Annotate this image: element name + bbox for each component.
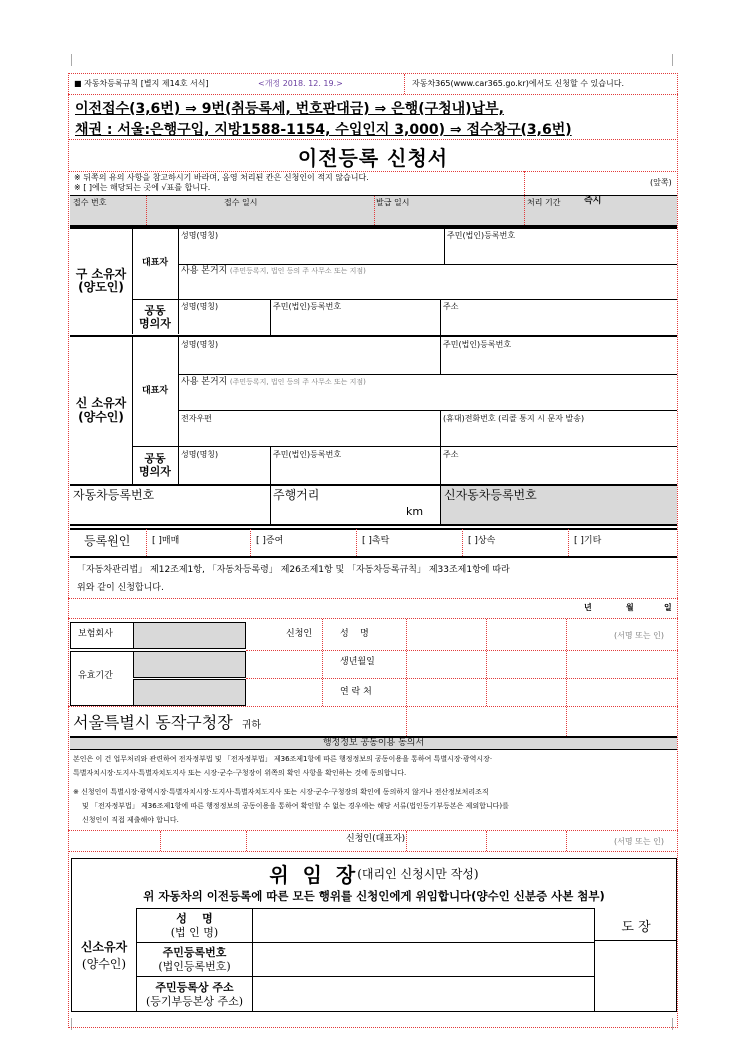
insurer-value-cell[interactable] xyxy=(133,622,246,649)
recipient-office xyxy=(73,710,261,733)
proxy-addr-label-1: 주민등록상 주소 xyxy=(155,980,234,994)
proxy-addr-label xyxy=(137,977,252,1012)
receipt-date-label: 접수 일시 xyxy=(224,198,258,207)
issue-date-label: 발급 일시 xyxy=(376,198,410,207)
new-owner-idno-label: 주민(법인)등록번호 xyxy=(443,340,512,349)
proxy-reg-label-2: (법인등록번호) xyxy=(158,959,231,973)
cause-inherit-checkbox[interactable]: [ ]상속 xyxy=(468,536,496,546)
cause-gift-checkbox[interactable]: [ ]증여 xyxy=(256,536,284,546)
new-owner-phone-label: (휴대)전화번호 (리콜 통지 시 문자 발송) xyxy=(443,414,585,423)
old-co-owner-label-1: 공동 xyxy=(144,304,166,318)
proxy-name-label xyxy=(137,909,252,942)
recipient-office-name: 서울특별시 동작구청장 xyxy=(73,713,233,732)
legal-basis-1: 「자동차관리법」 제12조제1항, 「자동차등록령」 제26조제1항 및 「자동차등록규칙」 제33조제1항에 따라 xyxy=(77,565,510,575)
new-co-owner-label-2: 명의자 xyxy=(139,464,171,478)
instruction-1: ※ 뒤쪽의 유의 사항을 참고하시기 바라며, 음영 처리된 칸은 신청인이 적지 않습니다. xyxy=(74,173,369,182)
applicant-label: 신청인 xyxy=(286,629,313,639)
new-owner-address-text: 사용 본거지 xyxy=(181,377,228,387)
instruction-2: ※ [ ]에는 해당되는 곳에 √표를 합니다. xyxy=(74,183,211,192)
cause-other-checkbox[interactable]: [ ]기타 xyxy=(574,536,602,546)
cause-label: 등록원인 xyxy=(84,534,131,548)
proxy-statement: 위 자동차의 이전등록에 따른 모든 행위를 신청인에게 위임합니다(양수인 신분증 사본 첨부) xyxy=(143,889,605,903)
mileage-unit: km xyxy=(406,505,424,518)
proxy-addr-label-2: (등기부등본상 주소) xyxy=(145,994,244,1008)
proxy-name-label-1: 성 명 xyxy=(176,911,213,925)
new-owner-address-label xyxy=(181,378,366,387)
old-owner-idno-label: 주민(법인)등록번호 xyxy=(447,231,516,240)
proxy-stamp-label: 도 장 xyxy=(621,919,651,935)
proxy-title-row xyxy=(71,860,677,886)
new-owner-label-1: 신 소유자 xyxy=(75,396,127,411)
applicant-contact-label: 연 락 처 xyxy=(340,687,372,697)
new-owner-label xyxy=(70,337,132,484)
corner-mark xyxy=(672,54,684,66)
valid-value-cell-1[interactable] xyxy=(133,651,246,678)
consent-title: 행정정보 공동이용 동의서 xyxy=(70,736,677,750)
page-title: 이전등록 신청서 xyxy=(297,145,449,170)
consent-signer-label: 신청인(대표자) xyxy=(346,834,406,844)
consent-para-1b: 특별자치시장·도지사·특별자치도지사 또는 시장·군수·구청장이 위쪽의 확인 사항을 확인하는 것에 동의합니다. xyxy=(73,769,407,777)
proxy-owner-label-2: (양수인) xyxy=(81,957,127,971)
new-co-owner-label-1: 공동 xyxy=(144,452,166,466)
old-owner-name-label: 성명(명칭) xyxy=(181,231,219,240)
valid-value-cell-2[interactable] xyxy=(133,679,246,706)
consent-sign-label: (서명 또는 인) xyxy=(614,837,664,846)
new-co-idno-label: 주민(법인)등록번호 xyxy=(273,450,342,459)
consent-para-2a: ※ 신청인이 특별시장·광역시장·특별자치시장·도지사·특별자치도지사 또는 시장·군수·구청장의 확인에 동의하지 않거나 전산정보처리조직 xyxy=(73,788,489,796)
consent-para-1a: 본인은 이 건 업무처리와 관련하여 전자정부법 및 「전자정부법」 제36조제1항에 따른 행정정보의 공동이용을 통하여 특별시장·광역시장· xyxy=(73,755,493,763)
processing-period-label: 처리 기간 xyxy=(527,198,561,207)
proxy-owner-label-1: 신소유자 xyxy=(80,940,128,954)
consent-para-2c: 신청인이 직접 제출해야 합니다. xyxy=(82,816,179,824)
page-side: (앞쪽) xyxy=(650,178,672,187)
applicant-sign-label: (서명 또는 인) xyxy=(614,631,664,640)
old-owner-address-label xyxy=(181,267,366,276)
old-owner-rep-label: 대표자 xyxy=(141,257,169,268)
date-month: 월 xyxy=(626,603,634,612)
proxy-reg-label xyxy=(137,943,252,976)
consent-para-2b: 및 「전자정부법」 제36조제1항에 따른 행정정보의 공동이용을 통하여 확인할 수 없는 경우에는 해당 서류(법인등기부등본은 제외합니다)를 xyxy=(82,802,509,810)
new-co-address-label: 주소 xyxy=(443,450,459,459)
valid-period-label: 유효기간 xyxy=(78,671,113,681)
new-owner-name-label: 성명(명칭) xyxy=(181,340,219,349)
old-owner-label-2: (양도인) xyxy=(78,280,124,294)
new-owner-address-hint: (주민등록지, 법인 등의 주 사무소 또는 지점) xyxy=(229,378,366,386)
vehicle-reg-no-label: 자동차등록번호 xyxy=(73,488,155,502)
old-co-idno-label: 주민(법인)등록번호 xyxy=(273,302,342,311)
proxy-name-label-2: (법 인 명) xyxy=(170,925,219,939)
new-owner-email-label: 전자우편 xyxy=(181,414,212,423)
insurer-label: 보험회사 xyxy=(78,629,113,639)
new-owner-label-2: (양수인) xyxy=(78,409,124,424)
old-owner-label-1: 구 소유자 xyxy=(75,266,127,281)
receipt-no-label: 접수 번호 xyxy=(73,198,107,207)
recipient-suffix: 귀하 xyxy=(241,720,262,731)
processing-period-value: 즉시 xyxy=(584,196,602,206)
legal-basis-2: 위와 같이 신청합니다. xyxy=(77,583,164,593)
new-co-owner-label xyxy=(132,447,178,484)
old-owner-address-hint: (주민등록지, 법인 등의 주 사무소 또는 지점) xyxy=(229,267,366,275)
applicant-birth-label: 생년월일 xyxy=(340,657,375,667)
old-co-owner-label xyxy=(132,300,178,335)
applicant-name-label: 성 명 xyxy=(340,629,369,639)
form-label: ■ 자동차등록규칙 [별지 제14호 서식] xyxy=(74,79,209,88)
new-reg-no-label: 신자동차등록번호 xyxy=(444,488,537,502)
process-note-1: 이전접수(3,6번) ⇒ 9번(취등록세, 번호판대금) ⇒ 은행(구청내)납부, xyxy=(75,101,504,117)
proxy-owner-label xyxy=(72,930,136,980)
old-co-name-label: 성명(명칭) xyxy=(181,302,219,311)
proxy-reg-label-1: 주민등록번호 xyxy=(162,945,227,959)
mileage-label: 주행거리 xyxy=(273,488,320,502)
proxy-title: 위 임 장 xyxy=(269,862,356,887)
date-day: 일 xyxy=(664,603,672,612)
cause-sale-checkbox[interactable]: [ ]매매 xyxy=(152,536,180,546)
old-co-owner-label-2: 명의자 xyxy=(139,316,171,330)
proxy-title-note: (대리인 신청시만 작성) xyxy=(357,866,479,881)
old-co-address-label: 주소 xyxy=(443,302,459,311)
revision-date: <개정 2018. 12. 19.> xyxy=(258,79,343,88)
corner-mark xyxy=(60,54,72,66)
new-owner-rep-label: 대표자 xyxy=(141,385,169,396)
online-note: 자동차365(www.car365.go.kr)에서도 신청할 수 있습니다. xyxy=(412,79,625,88)
process-note-2: 채권 : 서울:은행구입, 지방1588-1154, 수입인지 3,000) ⇒ 접수창구(3,6번) xyxy=(75,122,572,138)
old-owner-label xyxy=(70,228,132,334)
old-owner-address-text: 사용 본거지 xyxy=(181,266,228,276)
date-year: 년 xyxy=(584,603,592,612)
cause-trust-checkbox[interactable]: [ ]촉탁 xyxy=(362,536,390,546)
new-co-name-label: 성명(명칭) xyxy=(181,450,219,459)
